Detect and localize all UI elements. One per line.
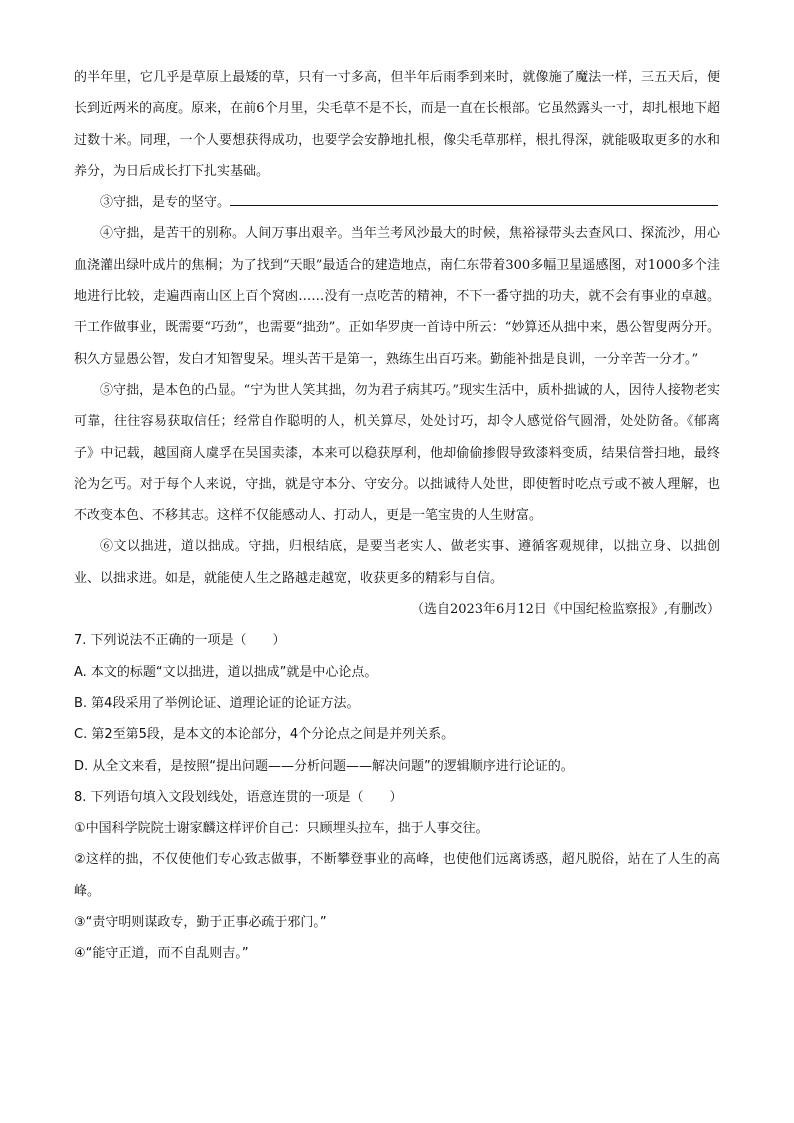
paragraph-3-text: ③守拙，是专的坚守。 (100, 195, 231, 211)
document-page (74, 62, 720, 970)
question-7-option-a: A. 本文的标题“文以拙进，道以拙成”就是中心论点。 (74, 664, 378, 680)
question-7-stem: 7. 下列说法不正确的一项是（ ） (74, 633, 286, 649)
question-8-item-3: ③“责守明则谋政专，勤于正事必疏于邪门。” (74, 915, 327, 931)
question-8-stem: 8. 下列语句填入文段划线处，语意连贯的一项是（ ） (74, 789, 403, 805)
fill-in-blank-underline (230, 187, 718, 206)
passage-source: （选自2023年6月12日《中国纪检监察报》,有删改） (410, 602, 720, 618)
question-7-option-c: C. 第2至第5段，是本文的本论部分，4个分论点之间是并列关系。 (74, 727, 455, 743)
question-8-item-2: ②这样的拙，不仅使他们专心致志做事，不断攀登事业的高峰，也使他们远离诱惑，超凡脱俗，站在了人生的高峰。 (74, 852, 720, 899)
passage-paragraph-5: ⑤守拙，是本色的凸显。“宁为世人笑其拙，勿为君子病其巧。”现实生活中，质朴拙诚的人，因待人接物老实可靠，往往容易获取信任；经常自作聪明的人，机关算尽，处处讨巧，却令人感觉俗气圆滑，处处防备。《郁离子》中记载，越国商人虞孚在吴国卖漆，本来可以稳获厚利，他却偷偷掺假导致漆料变质，结果信誉扫地，最终沦为乞丐。对于每个人来说，守拙，就是守本分、守安分。以拙诚待人处世，即使暂时吃点亏或不被人理解，也不改变本色、不移其志。这样不仅能感动人、打动人，更是一笔宝贵的人生财富。 (74, 382, 720, 524)
question-7-option-b: B. 第4段采用了举例论证、道理论证的论证方法。 (74, 695, 360, 711)
passage-paragraph-4: ④守拙，是苦干的别称。人间万事出艰辛。当年兰考风沙最大的时候，焦裕禄带头去查风口、探流沙，用心血浇灌出绿叶成片的焦桐；为了找到“天眼”最适合的建造地点，南仁东带着300多幅卫星遥感图，对1000多个洼地进行比较，走遍西南山区上百个窝凼……没有一点吃苦的精神，不下一番守拙的功夫，就不会有事业的卓越。干工作做事业，既需要“巧劲”，也需要“拙劲”。正如华罗庚一首诗中所云：“妙算还从拙中来，愚公智叟两分开。积久方显愚公智，发白才知智叟呆。埋头苦干是第一，熟练生出百巧来。勤能补拙是良训，一分辛苦一分才。” (74, 226, 720, 367)
question-8-item-1: ①中国科学院院士谢家麟这样评价自己：只顾埋头拉车，拙于人事交往。 (74, 821, 489, 837)
passage-paragraph-3 (74, 187, 720, 218)
question-7-option-d: D. 从全文来看，是按照“提出问题——分析问题——解决问题”的逻辑顺序进行论证的。 (74, 758, 574, 774)
passage-paragraph-continued: 的半年里，它几乎是草原上最矮的草，只有一寸多高，但半年后雨季到来时，就像施了魔法一样，三五天后，便长到近两米的高度。原来，在前6个月里，尖毛草不是不长，而是一直在长根部。它虽然露头一寸，却扎根地下超过数十米。同理，一个人要想获得成功，也要学会安静地扎根，像尖毛草那样，根扎得深，就能吸取更多的水和养分，为日后成长打下扎实基础。 (74, 70, 720, 179)
question-8-item-4: ④“能守正道，而不自乱则吉。” (74, 946, 249, 962)
passage-paragraph-6: ⑥文以拙进，道以拙成。守拙，归根结底，是要当老实人、做老实事、遵循客观规律，以拙立身、以拙创业、以拙求进。如是，就能使人生之路越走越宽，收获更多的精彩与自信。 (74, 539, 720, 586)
